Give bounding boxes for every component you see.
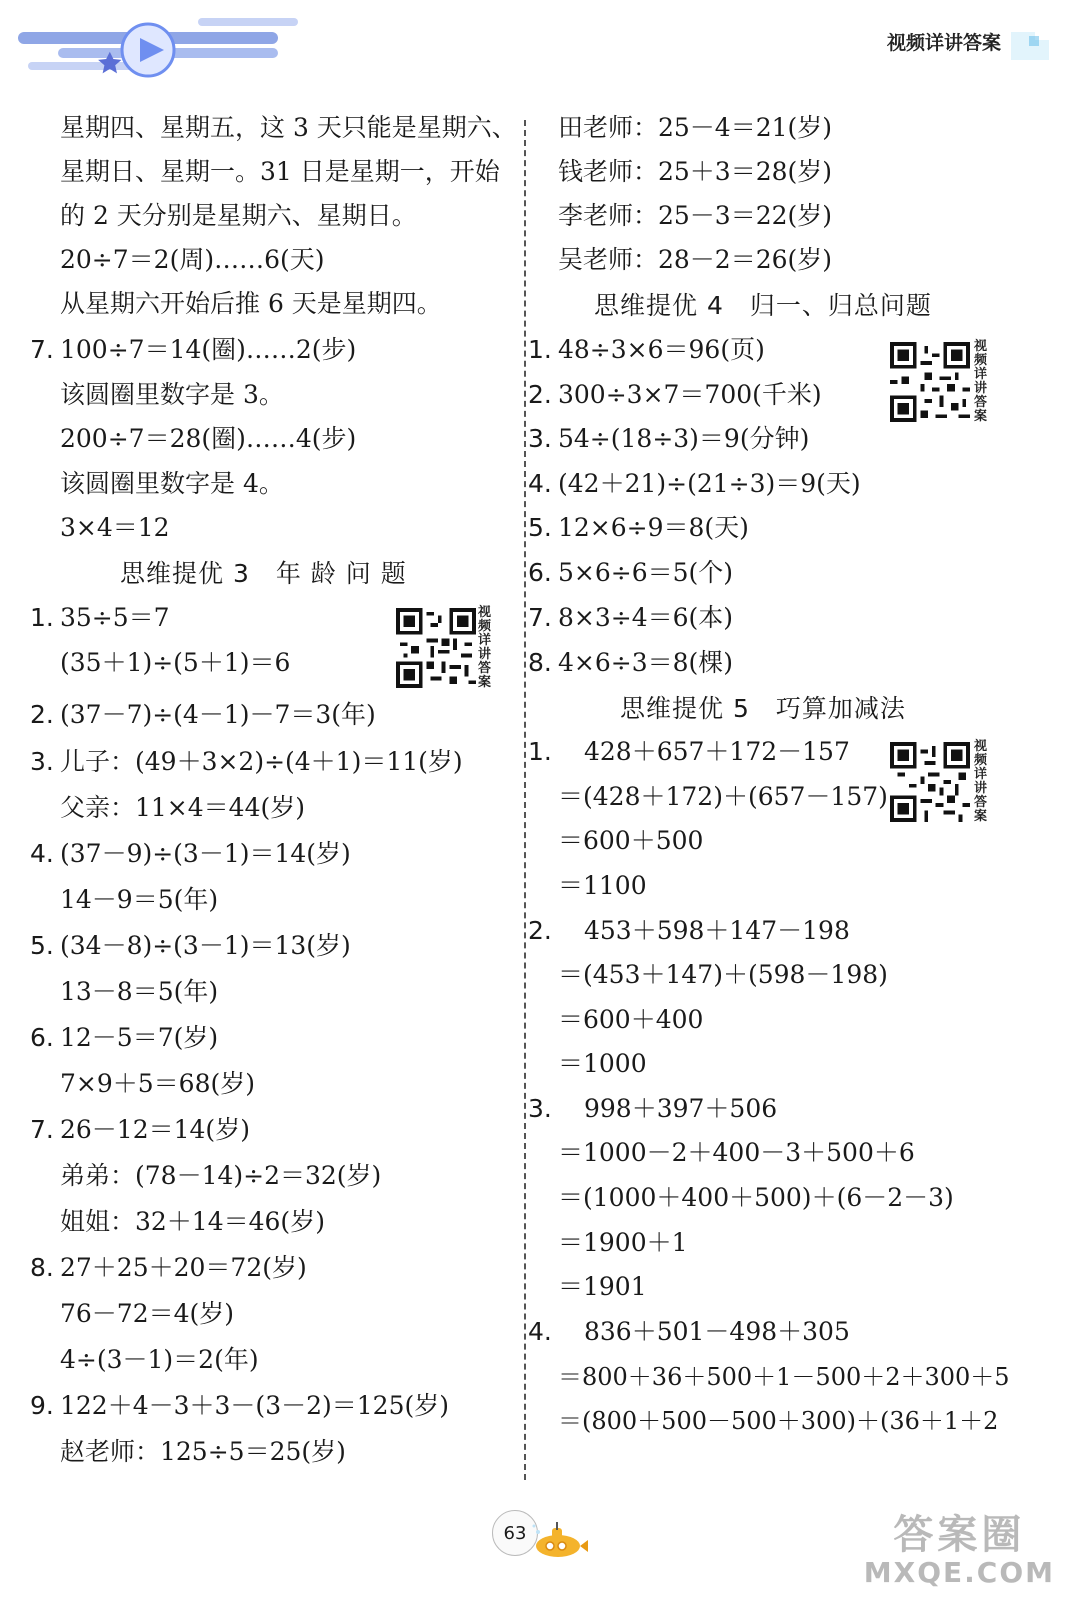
text-line: 8×3÷4＝6(本): [558, 603, 734, 632]
item-number: 6.: [528, 558, 552, 587]
page-number: 63: [492, 1510, 538, 1556]
text-line: 赵老师：125÷5＝25(岁): [60, 1437, 346, 1466]
item-number: 4.: [528, 469, 552, 498]
watermark: [864, 1512, 1055, 1588]
section-heading: 思维提优 5 巧算加减法: [620, 694, 906, 723]
qr-label: 视频详讲答案: [974, 339, 988, 424]
item-number: 1.: [30, 603, 54, 632]
item-number: 4.: [528, 1317, 552, 1346]
text-line: 4×6÷3＝8(棵): [558, 648, 734, 677]
item-number: 2.: [30, 700, 54, 729]
text-line: ＝1901: [558, 1272, 647, 1301]
item-number: 2.: [528, 380, 552, 409]
text-line: 的 2 天分别是星期六、星期日。: [60, 201, 417, 230]
watermark-line1: 答案圈: [893, 1512, 1026, 1558]
text-line: 35÷5＝7: [60, 603, 170, 632]
text-line: 20÷7＝2(周)……6(天): [60, 245, 325, 274]
text-line: 吴老师：28－2＝26(岁): [558, 245, 833, 274]
qr-label: 视频详讲答案: [478, 605, 492, 690]
text-line: 弟弟：(78－14)÷2＝32(岁): [60, 1161, 382, 1190]
text-line: ＝600＋500: [558, 826, 704, 855]
submarine-icon: [528, 1520, 592, 1560]
item-number: 8.: [30, 1253, 54, 1282]
text-line: (35＋1)÷(5＋1)＝6: [60, 648, 291, 677]
item-number: 6.: [30, 1023, 54, 1052]
text-line: 54÷(18÷3)＝9(分钟): [558, 424, 810, 453]
qr-code-icon[interactable]: [396, 608, 476, 688]
text-line: 该圆圈里数字是 3。: [60, 380, 284, 409]
text-line: ＝1900＋1: [558, 1228, 688, 1257]
item-number: 3.: [30, 747, 54, 776]
text-line: ＝1100: [558, 871, 647, 900]
text-line: 14－9＝5(年): [60, 885, 219, 914]
item-number: 9.: [30, 1391, 54, 1420]
item-number: 3.: [528, 424, 552, 453]
text-line: ＝(1000＋400＋500)＋(6－2－3): [558, 1183, 954, 1212]
text-line: 父亲：11×4＝44(岁): [60, 793, 305, 822]
text-line: 48÷3×6＝96(页): [558, 335, 765, 364]
item-number: 5.: [30, 931, 54, 960]
text-line: 12×6÷9＝8(天): [558, 513, 749, 542]
item-number: 5.: [528, 513, 552, 542]
text-line: 13－8＝5(年): [60, 977, 219, 1006]
item-number: 4.: [30, 839, 54, 868]
text-line: (42＋21)÷(21÷3)＝9(天): [558, 469, 861, 498]
text-line: 钱老师：25＋3＝28(岁): [558, 157, 833, 186]
text-line: 998＋397＋506: [584, 1094, 778, 1123]
text-line: 4÷(3－1)＝2(年): [60, 1345, 259, 1374]
text-line: 从星期六开始后推 6 天是星期四。: [60, 289, 442, 318]
text-line: 453＋598＋147－198: [584, 916, 850, 945]
qr-code-icon[interactable]: [890, 742, 970, 822]
text-line: ＝600＋400: [558, 1005, 704, 1034]
item-number: 1.: [528, 737, 552, 766]
text-line: (37－9)÷(3－1)＝14(岁): [60, 839, 351, 868]
text-line: 200÷7＝28(圈)……4(步): [60, 424, 357, 453]
text-line: 836＋501－498＋305: [584, 1317, 850, 1346]
header-title: 视频详讲答案: [886, 32, 1001, 54]
text-line: ＝1000－2＋400－3＋500＋6: [558, 1138, 915, 1167]
header-banner-art: [18, 14, 318, 84]
text-line: ＝1000: [558, 1049, 647, 1078]
qr-label: 视频详讲答案: [974, 739, 988, 824]
item-number: 1.: [528, 335, 552, 364]
section-heading: 思维提优 3 年 龄 问 题: [120, 559, 407, 588]
item-number: 2.: [528, 916, 552, 945]
watermark-line2: MXQE.COM: [863, 1556, 1055, 1589]
text-line: ＝(453＋147)＋(598－198): [558, 960, 888, 989]
text-line: 3×4＝12: [60, 513, 170, 542]
text-line: 李老师：25－3＝22(岁): [558, 201, 833, 230]
text-line: 100÷7＝14(圈)……2(步): [60, 335, 357, 364]
item-number: 3.: [528, 1094, 552, 1123]
text-line: 姐姐：32＋14＝46(岁): [60, 1207, 325, 1236]
text-line: ＝(800＋500－500＋300)＋(36＋1＋2: [558, 1407, 999, 1435]
text-line: (34－8)÷(3－1)＝13(岁): [60, 931, 351, 960]
text-line: 田老师：25－4＝21(岁): [558, 113, 833, 142]
item-number: 7.: [30, 335, 54, 364]
text-line: 122＋4－3＋3－(3－2)＝125(岁): [60, 1391, 449, 1420]
text-line: 7×9＋5＝68(岁): [60, 1069, 255, 1098]
text-line: 27＋25＋20＝72(岁): [60, 1253, 307, 1282]
item-number: 7.: [30, 1115, 54, 1144]
qr-code-icon[interactable]: [890, 342, 970, 422]
text-line: 星期日、星期一。31 日是星期一，开始: [60, 157, 500, 186]
text-line: 星期四、星期五，这 3 天只能是星期六、: [60, 113, 517, 142]
text-line: 428＋657＋172－157: [584, 737, 850, 766]
text-line: 儿子：(49＋3×2)÷(4＋1)＝11(岁): [60, 747, 463, 776]
section-heading: 思维提优 4 归一、归总问题: [594, 291, 932, 320]
text-line: 5×6÷6＝5(个): [558, 558, 734, 587]
item-number: 8.: [528, 648, 552, 677]
text-line: (37－7)÷(4－1)－7＝3(年): [60, 700, 376, 729]
column-divider: [524, 120, 526, 1480]
text-line: 12－5＝7(岁): [60, 1023, 219, 1052]
text-line: ＝800＋36＋500＋1－500＋2＋300＋5: [558, 1363, 1010, 1391]
text-line: 26－12＝14(岁): [60, 1115, 250, 1144]
text-line: ＝(428＋172)＋(657－157): [558, 782, 888, 811]
text-line: 76－72＝4(岁): [60, 1299, 235, 1328]
item-number: 7.: [528, 603, 552, 632]
header-accent-shape: [1005, 26, 1053, 66]
text-line: 该圆圈里数字是 4。: [60, 469, 284, 498]
text-line: 300÷3×7＝700(千米): [558, 380, 822, 409]
